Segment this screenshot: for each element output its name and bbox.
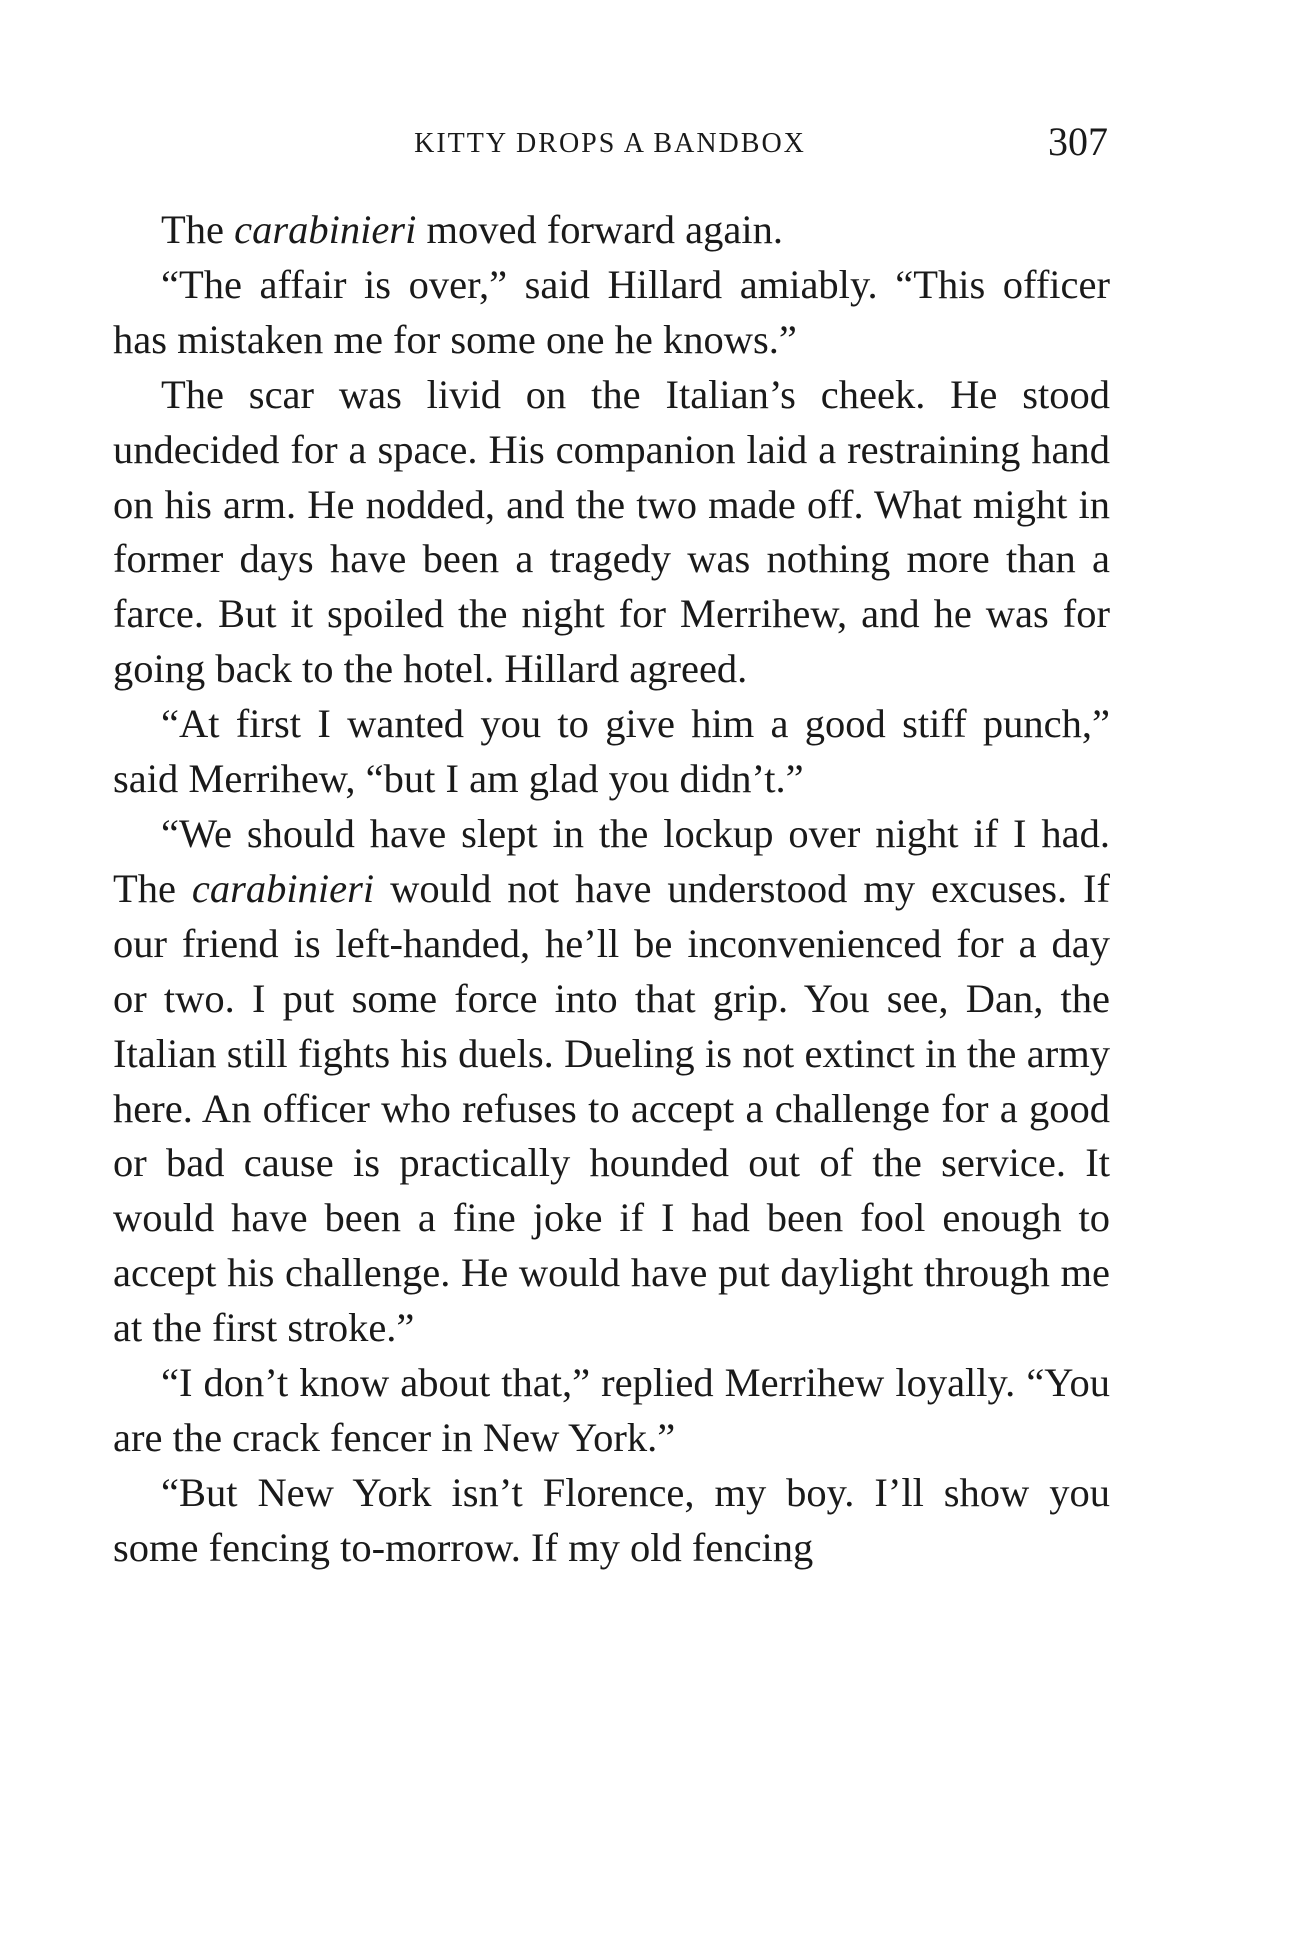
paragraph-text: would not have understood my excuses. If our friend is left-handed, he’ll be inconvenienced for a day or two. I put some force into that grip. You see, Dan, the Italian still fights his duels. Dueling is not extinct in the army here. An officer who refuses to accept a challenge for a good or bad cause is practically hounded out of the service. It would have been a fine joke if I had been fool enough to accept his challenge. He would have put daylight through me at the first stroke.” [113,865,1111,1351]
paragraph [113,1466,1110,1576]
paragraph-text: The [161,207,235,252]
paragraph-text: “At first I wanted you to give him a good stiff punch,” said Merrihew, “but I am glad you didn’t.” [113,701,1110,802]
running-head: KITTY DROPS A BANDBOX [414,128,806,159]
paragraph-text: The scar was livid on the Italian’s cheek. He stood undecided for a space. His companion laid a restraining hand on his arm. He nodded, and the two made off. What might in former days have been a tragedy was nothing more than a farce. But it spoiled the night for Merrihew, and he was for going back to the hotel. Hillard agreed. [113,371,1110,692]
paragraph-text: “The affair is over,” said Hillard amiably. “This officer has mistaken me for some one he knows.” [113,261,1110,362]
italic-term: carabinieri [191,865,375,911]
italic-term: carabinieri [234,207,417,252]
paragraph [113,807,1110,1356]
paragraph [113,203,1110,258]
page-number: 307 [1048,119,1108,164]
paragraph-text: “I don’t know about that,” replied Merrihew loyally. “You are the crack fencer in New York.” [113,1360,1110,1460]
body-text [113,203,1110,1576]
paragraph-text: moved forward again. [416,207,783,252]
page-header [112,118,1108,178]
paragraph-text: “But New York isn’t Florence, my boy. I’ll show you some fencing to-morrow. If my old fencing [113,1469,1110,1570]
paragraph [113,368,1110,697]
paragraph [113,697,1110,807]
paragraph-text: “We should have slept in the lockup over night if I had. The [113,810,1110,911]
paragraph [113,258,1110,368]
paragraph [113,1356,1110,1466]
